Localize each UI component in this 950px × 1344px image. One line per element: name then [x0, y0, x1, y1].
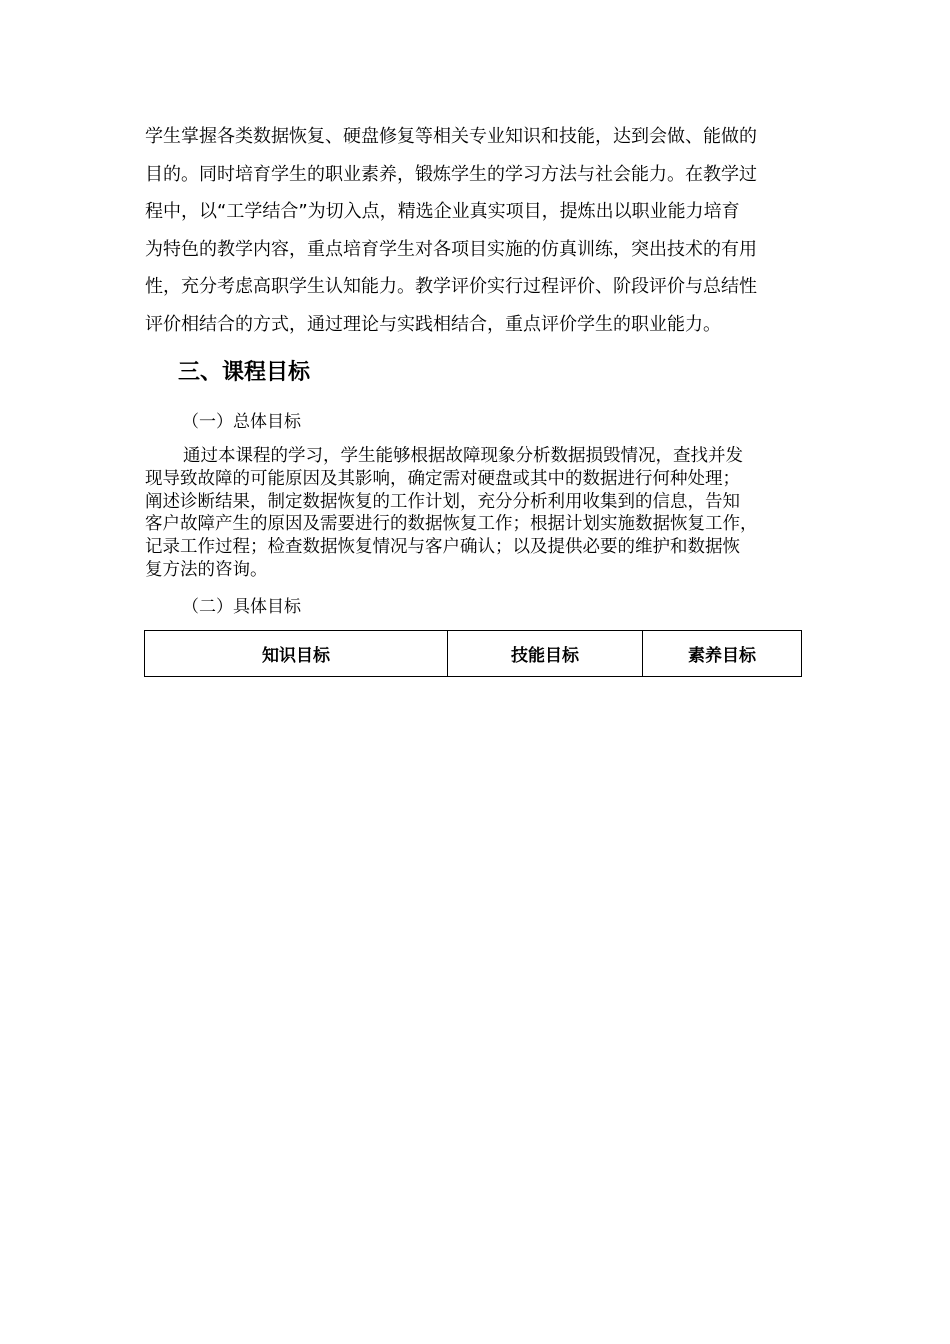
header-knowledge: 知识目标 [145, 631, 448, 677]
subsection-heading-specific: （二）具体目标 [182, 597, 301, 617]
intro-line: 目的。同时培育学生的职业素养，锻炼学生的学习方法与社会能力。在教学过 [145, 163, 757, 185]
intro-line: 性，充分考虑高职学生认知能力。教学评价实行过程评价、阶段评价与总结性 [145, 276, 757, 297]
overall-line: 现导致故障的可能原因及其影响，确定需对硬盘或其中的数据进行何种处理； [145, 468, 740, 489]
overall-line: 通过本课程的学习，学生能够根据故障现象分析数据损毁情况，查找并发 [183, 446, 743, 466]
section-heading: 三、课程目标 [178, 360, 311, 385]
table-header-row [145, 631, 802, 677]
intro-line: 程中，以“工学结合”为切入点，精选企业真实项目，提炼出以职业能力培育 [145, 201, 740, 222]
overall-goal-paragraph [145, 445, 825, 582]
intro-line: 学生掌握各类数据恢复、硬盘修复等相关专业知识和技能，达到会做、能做的 [145, 126, 757, 147]
overall-line: 阐述诊断结果，制定数据恢复的工作计划，充分分析利用收集到的信息，告知 [145, 491, 740, 512]
overall-line: 客户故障产生的原因及需要进行的数据恢复工作；根据计划实施数据恢复工作， [145, 514, 758, 535]
goals-table [144, 630, 802, 677]
intro-line: 为特色的教学内容，重点培育学生对各项目实施的仿真训练，突出技术的有用 [145, 238, 757, 260]
header-skill: 技能目标 [448, 631, 643, 677]
subsection-heading-overall: （一）总体目标 [182, 412, 301, 432]
intro-paragraph [145, 118, 805, 343]
overall-line: 复方法的咨询。 [145, 559, 268, 580]
intro-line: 评价相结合的方式，通过理论与实践相结合，重点评价学生的职业能力。 [145, 313, 721, 335]
overall-line: 记录工作过程；检查数据恢复情况与客户确认；以及提供必要的维护和数据恢 [145, 537, 740, 558]
header-quality: 素养目标 [643, 631, 802, 677]
